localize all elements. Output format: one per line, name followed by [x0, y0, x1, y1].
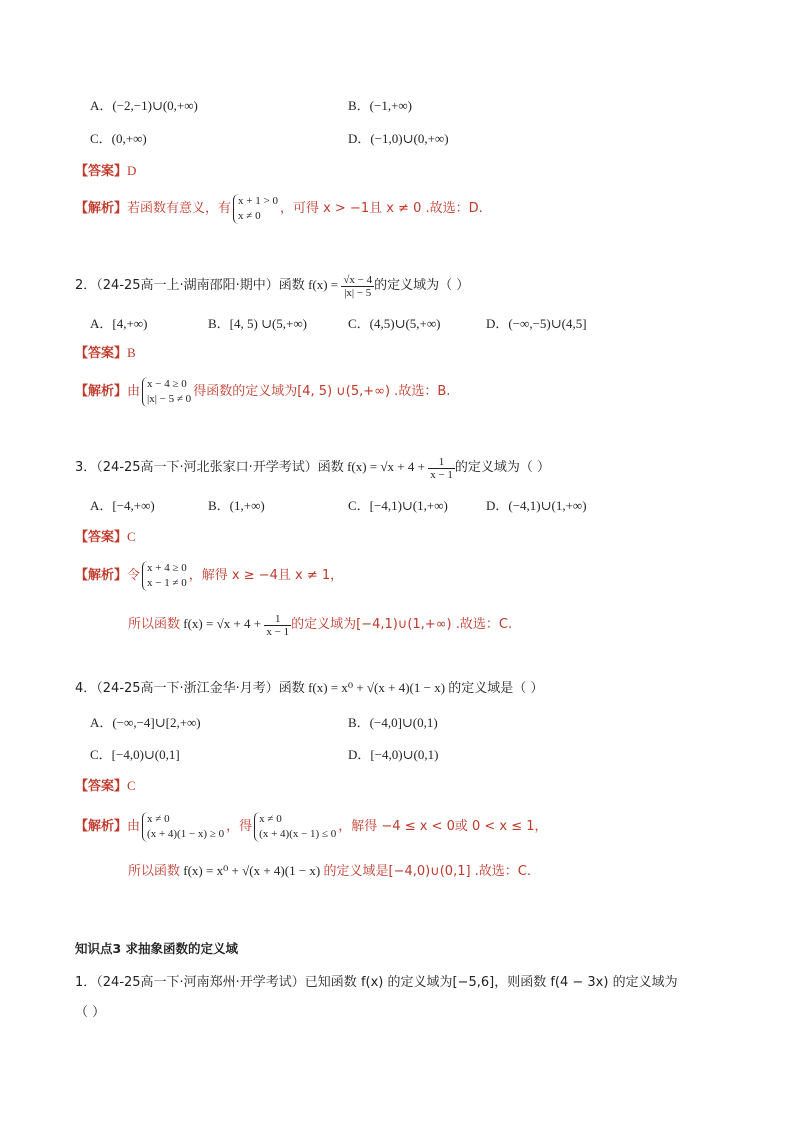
answer-line: 【答案】B	[75, 345, 136, 361]
question-stem: 4．（24-25高一下·浙江金华·月考）函数 f(x) = x⁰ + √(x + 4)(1 − x) 的定义域是（ ）	[75, 680, 544, 696]
question-stem: 2．（24-25高一上·湖南邵阳·期中）函数 f(x) = $\frac{√x - 4}{|x| - 5}$ 的定义域为（ ）	[75, 273, 470, 299]
option-a: A．[−4,+∞)	[90, 498, 155, 513]
option-a: A．(−2,−1)∪(0,+∞)	[90, 98, 198, 113]
question-stem-continued: （ ）	[75, 1005, 106, 1020]
analysis-line: 【解析】由 x ≠ 0 (x + 4)(1 − x) ≥ 0 ，得 x ≠ 0 (x + 4)(x − 1) ≤ 0 ，解得 −4 ≤ x < 0或 0 < x ≤ 1，	[75, 813, 548, 841]
analysis-line: 【解析】令 x + 4 ≥ 0 x − 1 ≠ 0 ，解得 x ≥ −4且 x ≠ 1，	[75, 562, 344, 590]
question-stem: 1．（24-25高一下·河南郑州·开学考试）已知函数 f(x) 的定义域为[−5,6]，则函数 f(4 − 3x) 的定义域为	[75, 975, 678, 990]
analysis-line: 【解析】由 x − 4 ≥ 0 |x| − 5 ≠ 0 得函数的定义域为[4, 5) ∪(5,+∞) .故选：B.	[75, 378, 451, 406]
analysis-conclusion: 所以函数 f(x) = x⁰ + √(x + 4)(1 − x) 的定义域是[−4,0)∪(0,1] .故选：C.	[128, 863, 532, 879]
fraction: $\frac{√x - 4}{|x| - 5}$	[343, 273, 373, 299]
answer-tag: 【答案】	[75, 164, 128, 179]
option-a: A．(−∞,−4]∪[2,+∞)	[90, 715, 201, 730]
system-of-inequalities: x ≠ 0 (x + 4)(x − 1) ≤ 0	[254, 812, 336, 842]
system-of-inequalities: x + 1 > 0 x ≠ 0	[233, 194, 278, 224]
system-of-inequalities: x + 4 ≥ 0 x − 1 ≠ 0	[142, 561, 187, 591]
option-d: D．[−4,0)∪(0,1)	[348, 747, 439, 762]
option-b: B．(1,+∞)	[208, 498, 265, 513]
question-stem: 3．（24-25高一下·河北张家口·开学考试）函数 f(x) = √x + 4 + $\frac{1}{x - 1}$ 的定义域为（ ）	[75, 455, 551, 481]
system-of-inequalities: x ≠ 0 (x + 4)(1 − x) ≥ 0	[142, 812, 224, 842]
option-d: D．(−∞,−5)∪(4,5]	[486, 316, 587, 331]
option-c: C．(4,5)∪(5,+∞)	[348, 316, 441, 331]
answer-value: D	[127, 163, 137, 178]
answer-line	[75, 162, 136, 181]
option-a: A．[4,+∞)	[90, 316, 148, 331]
option-c: C．[−4,0)∪(0,1]	[90, 747, 180, 762]
analysis-tag: 【解析】	[75, 201, 128, 216]
fraction: $\frac{1}{x - 1}$	[430, 455, 453, 481]
fraction: $\frac{1}{x - 1}$	[266, 612, 290, 638]
system-of-inequalities: x − 4 ≥ 0 |x| − 5 ≠ 0	[142, 377, 191, 407]
option-b: B．[4, 5) ∪(5,+∞)	[208, 316, 307, 331]
option-d: D．(−1,0)∪(0,+∞)	[348, 131, 449, 146]
option-c: C．[−4,1)∪(1,+∞)	[348, 498, 448, 513]
option-b: B．(−1,+∞)	[348, 98, 413, 113]
analysis-conclusion: 所以函数 f(x) = √x + 4 + $\frac{1}{x - 1}$ 的定义域为[−4,1)∪(1,+∞) .故选：C.	[128, 612, 513, 638]
answer-line: 【答案】C	[75, 529, 136, 545]
answer-line: 【答案】C	[75, 778, 136, 794]
section-heading: 知识点3 求抽象函数的定义域	[75, 941, 239, 956]
option-d: D．(−4,1)∪(1,+∞)	[486, 498, 587, 513]
option-c: C．(0,+∞)	[90, 131, 147, 146]
analysis-line: 【解析】若函数有意义，有 x + 1 > 0 x ≠ 0 ，可得 x > −1且 x ≠ 0 .故选：D.	[75, 195, 483, 223]
option-b: B．(−4,0]∪(0,1)	[348, 715, 438, 730]
